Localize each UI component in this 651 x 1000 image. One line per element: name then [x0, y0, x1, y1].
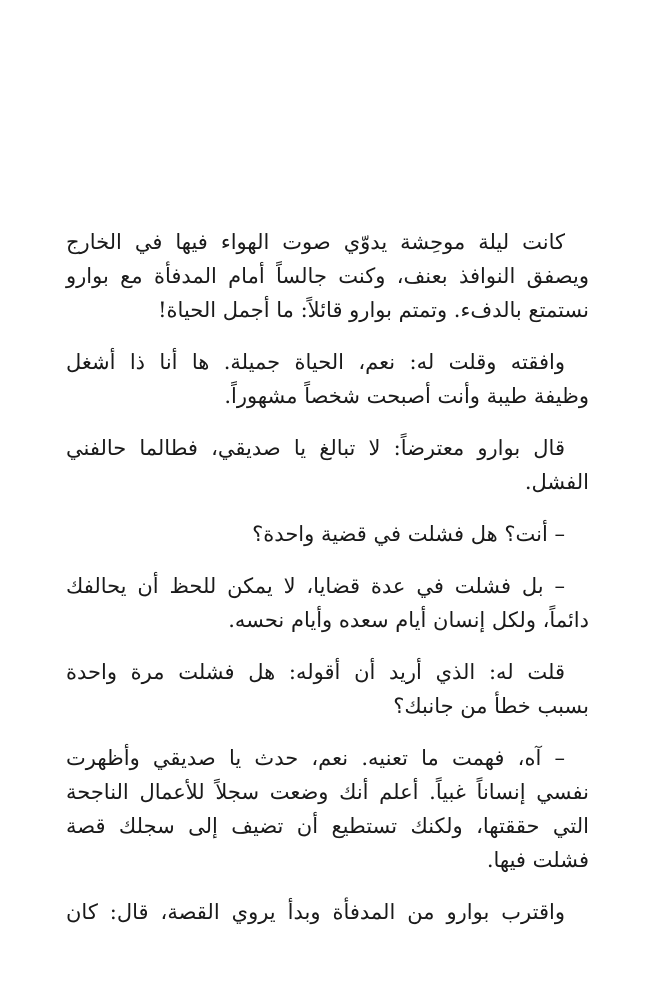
- paragraph-6: [66, 655, 589, 723]
- text-line: ويصفق النوافذ بعنف، وكنت جالساً أمام المدفأة مع بوارو: [66, 264, 589, 288]
- text-line: – بل فشلت في عدة قضايا، لا يمكن للحظ أن يحالفك: [66, 574, 565, 598]
- text-line: قلت له: الذي أريد أن أقوله: هل فشلت مرة واحدة: [66, 660, 565, 684]
- paragraph-3: [66, 431, 589, 499]
- text-line: نستمتع بالدفء. وتمتم بوارو قائلاً: ما أجمل الحياة!: [158, 298, 589, 322]
- text-line: دائماً، ولكل إنسان أيام سعده وأيام نحسه.: [228, 608, 589, 632]
- paragraph-7: [66, 741, 589, 877]
- text-line: قال بوارو معترضاً: لا تبالغ يا صديقي، فطالما حالفني: [66, 436, 565, 460]
- paragraph-4: [66, 517, 589, 551]
- text-line: – أنت؟ هل فشلت في قضية واحدة؟: [252, 522, 565, 546]
- text-line: بسبب خطأ من جانبك؟: [393, 694, 589, 718]
- paragraph-1: [66, 225, 589, 327]
- text-line: واقترب بوارو من المدفأة وبدأ يروي القصة، قال: كان: [66, 900, 565, 924]
- text-line: كانت ليلة موحِشة يدوّي صوت الهواء فيها في الخارج: [66, 230, 565, 254]
- text-line: وظيفة طيبة وأنت أصبحت شخصاً مشهوراً.: [224, 384, 589, 408]
- text-line: وافقته وقلت له: نعم، الحياة جميلة. ها أنا ذا أشغل: [66, 350, 565, 374]
- book-page: [66, 225, 589, 947]
- paragraph-2: [66, 345, 589, 413]
- text-line: فشلت فيها.: [486, 848, 589, 872]
- text-line: نفسي إنساناً غبياً. أعلم أنك وضعت سجلاً للأعمال الناجحة: [66, 780, 589, 804]
- text-line: الفشل.: [524, 470, 589, 494]
- paragraph-8: [66, 895, 589, 929]
- text-line: – آه، فهمت ما تعنيه. نعم، حدث يا صديقي وأظهرت: [66, 746, 565, 770]
- text-line: التي حققتها، ولكنك تستطيع أن تضيف إلى سجلك قصة: [66, 814, 589, 838]
- paragraph-5: [66, 569, 589, 637]
